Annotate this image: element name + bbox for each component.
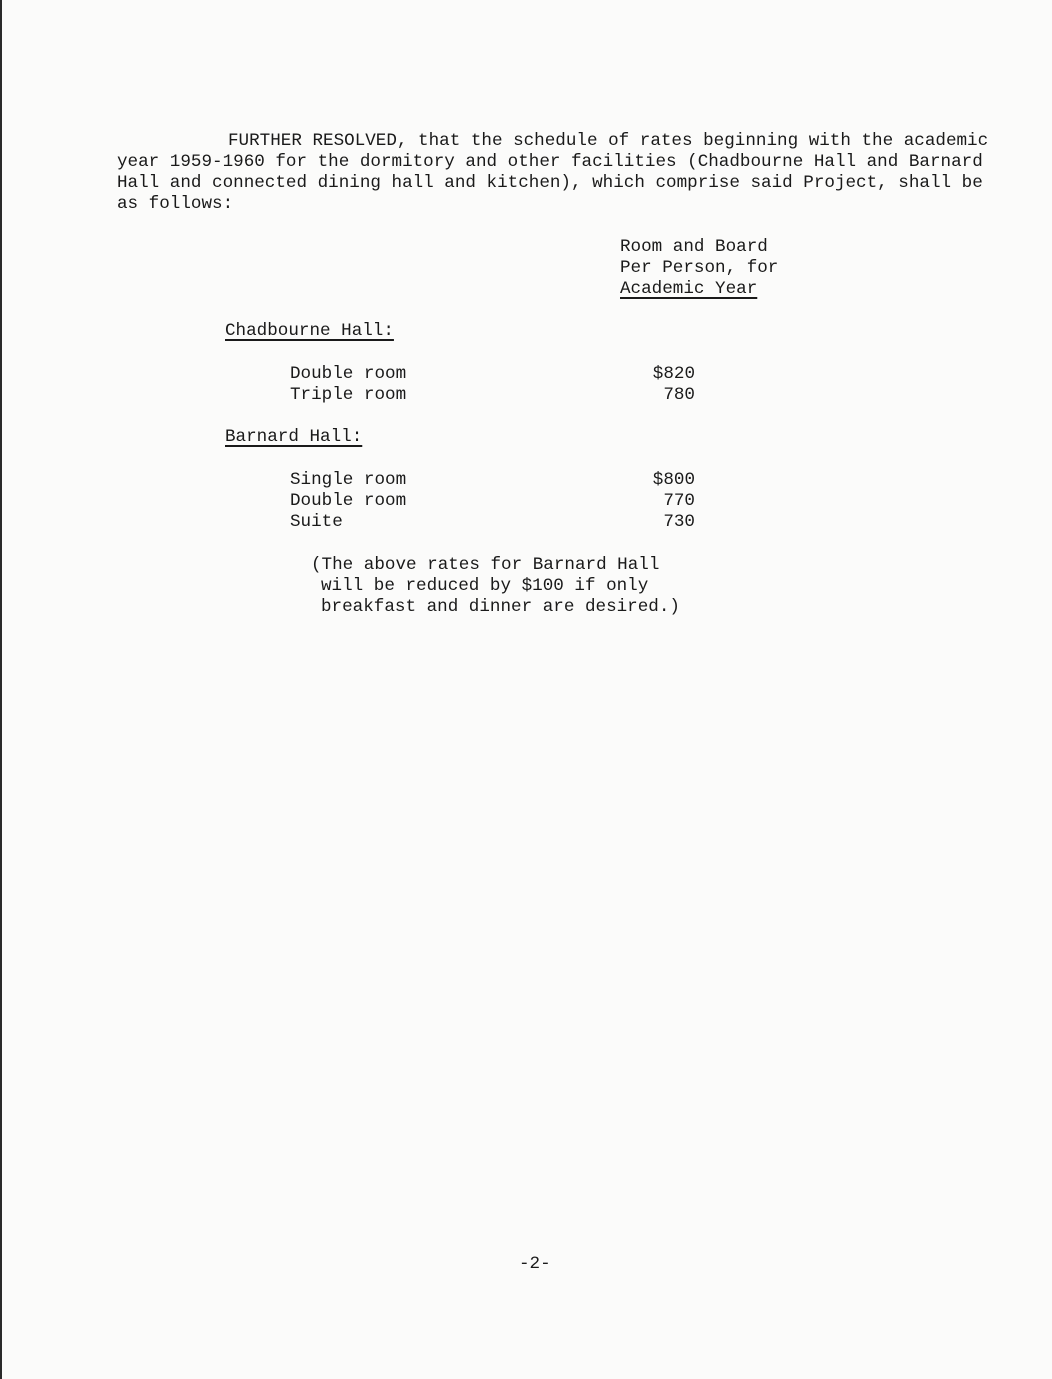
barnard-row-amount: 770 xyxy=(663,491,695,511)
column-header-line-2: Per Person, for xyxy=(620,258,779,278)
paragraph-line-4: as follows: xyxy=(117,194,234,214)
barnard-row-amount: $800 xyxy=(652,470,695,490)
chadbourne-row-label: Double room xyxy=(290,364,407,384)
barnard-row-amount: 730 xyxy=(663,512,695,532)
page-edge-line xyxy=(0,0,2,1379)
chadbourne-heading: Chadbourne Hall: xyxy=(225,321,394,341)
page-number: -2- xyxy=(519,1254,551,1274)
chadbourne-row-label: Triple room xyxy=(290,385,407,405)
paragraph-line-1: FURTHER RESOLVED, that the schedule of rates beginning with the academic xyxy=(228,131,989,151)
paragraph-line-3: Hall and connected dining hall and kitchen), which comprise said Project, shall be xyxy=(117,173,983,193)
column-header-line-3: Academic Year xyxy=(620,279,758,299)
note-line-2: will be reduced by $100 if only xyxy=(321,576,649,596)
barnard-row-label: Suite xyxy=(290,512,343,532)
paragraph-line-2: year 1959-1960 for the dormitory and other facilities (Chadbourne Hall and Barnard xyxy=(117,152,983,172)
barnard-heading: Barnard Hall: xyxy=(225,427,363,447)
note-line-1: (The above rates for Barnard Hall xyxy=(311,555,660,575)
barnard-row-label: Double room xyxy=(290,491,407,511)
barnard-row-label: Single room xyxy=(290,470,407,490)
note-line-3: breakfast and dinner are desired.) xyxy=(321,597,680,617)
chadbourne-row-amount: $820 xyxy=(652,364,695,384)
column-header-line-1: Room and Board xyxy=(620,237,768,257)
chadbourne-row-amount: 780 xyxy=(663,385,695,405)
